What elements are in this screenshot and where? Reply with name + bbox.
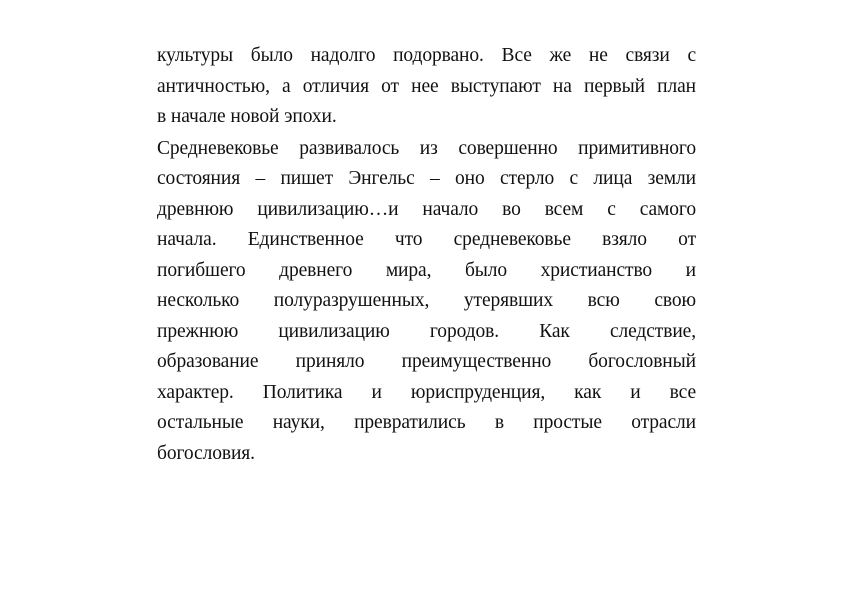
text-line: древнюю цивилизацию…и начало во всем с самого	[157, 198, 696, 220]
text-line: остальные науки, превратились в простые отрасли	[157, 412, 696, 433]
paragraph-1	[157, 41, 696, 133]
paragraph-2	[157, 134, 696, 470]
text-line: культуры было надолго подорвано. Все же не связи с	[157, 45, 696, 66]
text-line: начала. Единственное что средневековье взяло от	[157, 229, 696, 250]
text-line: античностью, а отличия от нее выступают на первый план	[157, 75, 696, 97]
text-line: состояния – пишет Энгельс – оно стерло с лица земли	[157, 168, 696, 189]
text-line: погибшего древнего мира, было христианство и	[157, 259, 696, 281]
text-line: Средневековье развивалось из совершенно примитивного	[157, 137, 696, 159]
body-text	[157, 41, 696, 469]
text-line: характер. Политика и юриспруденция, как и все	[157, 381, 696, 403]
text-line: прежнюю цивилизацию городов. Как следствие,	[157, 320, 696, 342]
text-line: образование приняло преимущественно богословный	[157, 351, 696, 372]
text-line: несколько полуразрушенных, утерявших всю свою	[157, 290, 696, 311]
text-line: богословия.	[157, 442, 255, 464]
text-line: в начале новой эпохи.	[157, 106, 337, 127]
